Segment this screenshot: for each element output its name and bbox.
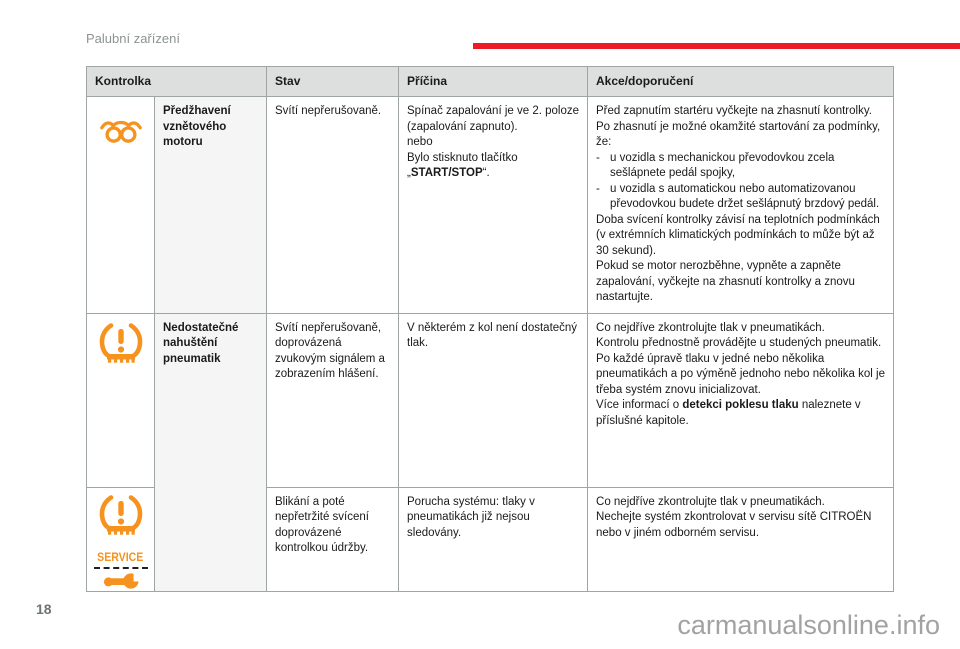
indicator-icon-cell [87,487,155,591]
column-header-akce: Akce/doporučení [588,67,894,97]
akce-paragraph: Kontrolu přednostně provádějte u studených pneumatik. [596,337,882,349]
table-row [87,97,894,314]
column-header-pricina: Příčina [399,67,588,97]
table-header-row [87,67,894,97]
pricina-cell: Porucha systému: tlaky v pneumatikách již nejsou sledovány. [399,487,588,591]
akce-cell [588,97,894,314]
pricina-cell: V některém z kol není dostatečný tlak. [399,313,588,487]
start-stop-button-label: START/STOP [410,167,483,179]
akce-paragraph: Více informací o detekci poklesu tlaku naleznete v příslušné kapitole. [596,399,861,427]
pricina-line: Bylo stisknuto tlačítko „START/STOP“. [407,151,518,179]
indicator-label: Předžhavení vznětového motoru [155,97,267,314]
akce-cell [588,487,894,591]
akce-bullet: - u vozidla s automatickou nebo automatizovanou převodovkou budete držet sešlápnutý brzdový pedál. [596,182,880,210]
akce-bullet: - u vozidla s mechanickou převodovkou zcela sešlápnete pedál spojky, [596,151,835,179]
akce-paragraph: Pokud se motor nerozběhne, vypněte a zapněte zapalování, vyčkejte na zhasnutí kontrolky a znovu nastartujte. [596,260,855,303]
wrench-icon [103,571,139,591]
stav-cell: Svítí nepřerušovaně, doprovázená zvukovým signálem a zobrazením hlášení. [267,313,399,487]
table-row [87,313,894,487]
akce-paragraph: Doba svícení kontrolky závisí na teplotních podmínkách (v extrémních klimatických podmínkách to může být až 30 sekund). [596,213,880,257]
akce-paragraph: Co nejdříve zkontrolujte tlak v pneumatikách. [596,495,825,508]
tire-pressure-icon [99,494,143,537]
stav-cell: Svítí nepřerušovaně. [267,97,399,314]
indicator-icon-cell [87,313,155,487]
column-header-kontrolka: Kontrolka [87,67,267,97]
page-number: 18 [36,601,52,617]
column-header-stav: Stav [267,67,399,97]
pricina-line: nebo [407,136,433,148]
indicator-icon-cell [87,97,155,314]
cross-reference-label: detekci poklesu tlaku [682,399,799,411]
akce-paragraph: Co nejdříve zkontrolujte tlak v pneumatikách. [596,321,825,334]
indicator-label: Nedostatečné nahuštění pneumatik [155,313,267,591]
warning-lights-table [86,66,894,592]
page-title: Palubní zařízení [86,31,180,46]
tire-pressure-icon [99,322,143,365]
brand-red-bar [473,43,960,49]
pricina-cell [399,97,588,314]
akce-cell [588,313,894,487]
watermark-text: carmanualsonline.info [677,610,940,640]
pricina-line: Spínač zapalování je ve 2. poloze (zapalování zapnuto). [407,105,579,133]
service-dashed-line [94,567,148,569]
akce-paragraph: Po zhasnutí je možné okamžité startování za podmínky, že: [596,120,881,148]
glow-plug-icon [100,117,142,144]
service-icon [94,551,148,591]
akce-paragraph: Po každé úpravě tlaku v jedné nebo několika pneumatikách a po výměně jednoho nebo několika kol je třeba systém znovu inicializovat. [596,352,885,396]
akce-paragraph: Nechejte systém zkontrolovat v servisu sítě CITROËN nebo v jiném odborném servisu. [596,511,872,539]
akce-paragraph: Před zapnutím startéru vyčkejte na zhasnutí kontrolky. [596,105,872,117]
service-label: SERVICE [97,549,144,564]
stav-cell: Blikání a poté nepřetržité svícení doprovázené kontrolkou údržby. [267,487,399,591]
